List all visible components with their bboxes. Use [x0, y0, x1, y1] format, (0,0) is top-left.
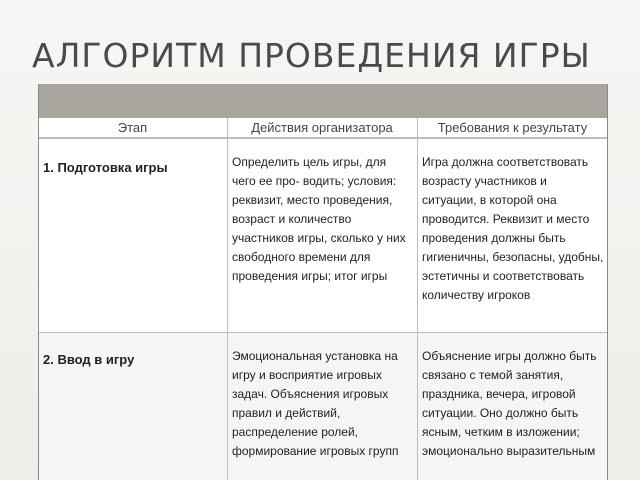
table-row-1-stage: 1. Подготовка игры: [38, 139, 227, 332]
column-divider: [227, 118, 228, 480]
table-header-band: [38, 84, 608, 118]
table-row-2-actions: Эмоциональная установка на игру и восприятие игровых задач. Объяснения игровых правил и действий, распределение ролей, формирование игровых групп: [228, 333, 417, 480]
algorithm-table: [38, 84, 608, 480]
row-divider: [38, 332, 608, 333]
column-header-requirements: Требования к результату: [417, 118, 608, 138]
column-header-actions: Действия организатора: [227, 118, 417, 138]
table-row-2-stage: 2. Ввод в игру: [38, 333, 227, 480]
row-divider: [38, 138, 608, 139]
table-border-left: [38, 84, 39, 480]
table-row-1-requirements: Игра должна соответствовать возрасту участников и ситуации, в которой она проводится. Реквизит и место проведения должны быть гигиеничны, безопасны, удобны, эстетичны и соответствовать количеству игроков: [418, 139, 608, 332]
table-border-right: [607, 84, 608, 480]
column-divider: [417, 118, 418, 480]
table-row-2-requirements: Объяснение игры должно быть связано с темой занятия, праздника, вечера, игровой ситуации. Оно должно быть ясным, четким в изложении; эмоционально выразительным: [418, 333, 608, 480]
table-row-1-actions: Определить цель игры, для чего ее про- водить; условия: реквизит, место проведения, возраст и количество участников игры, сколько у них свободного времени для проведения игры; итог игры: [228, 139, 417, 332]
column-header-stage: Этап: [38, 118, 227, 138]
slide-title: АЛГОРИТМ ПРОВЕДЕНИЯ ИГРЫ: [32, 36, 591, 75]
